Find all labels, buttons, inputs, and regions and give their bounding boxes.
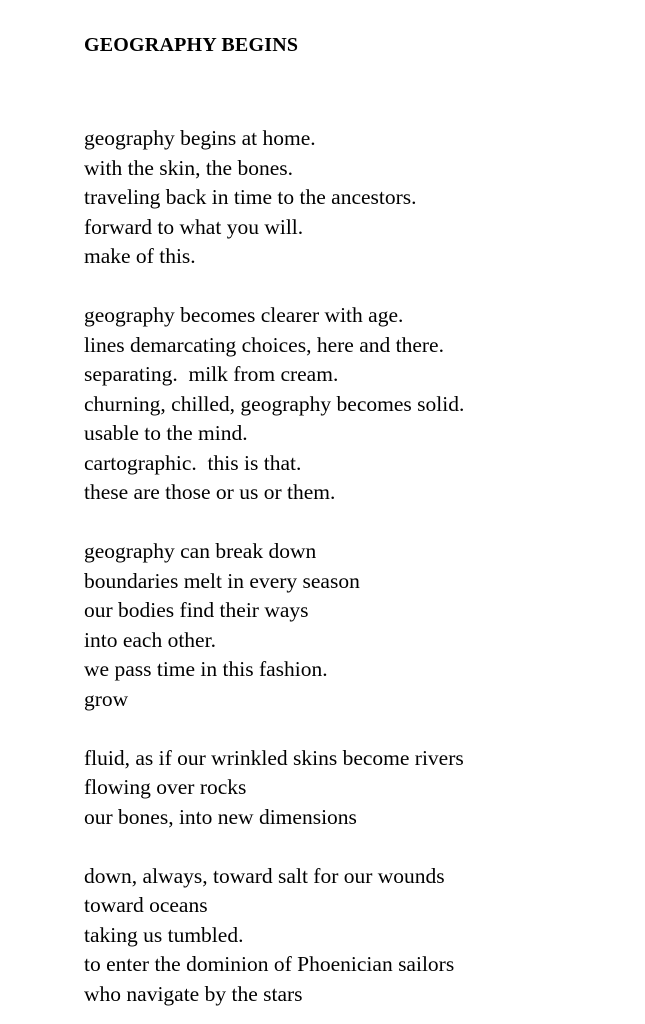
- stanza-2: [84, 301, 624, 508]
- stanza-4: [84, 744, 624, 833]
- poem-line: flowing over rocks: [84, 775, 247, 799]
- poem-line: toward oceans: [84, 893, 208, 917]
- poem-line: geography can break down: [84, 539, 317, 563]
- poem-line: to enter the dominion of Phoenician sailors: [84, 952, 455, 976]
- poem-line: our bodies find their ways: [84, 598, 309, 622]
- poem-line: forward to what you will.: [84, 214, 304, 239]
- poem-line: churning, chilled, geography becomes solid.: [84, 391, 465, 416]
- poem-line: boundaries melt in every season: [84, 568, 360, 593]
- poem-line: into each other.: [84, 627, 216, 652]
- poem-line: geography becomes clearer with age.: [84, 303, 404, 327]
- poem-line: grow: [84, 686, 129, 711]
- poem-line: who navigate by the stars: [84, 981, 303, 1006]
- poem-line: make of this.: [84, 244, 196, 268]
- poem-line: cartographic. this is that.: [84, 450, 302, 475]
- poem-line: geography begins at home.: [84, 126, 316, 150]
- poem-body: [84, 124, 624, 1009]
- poem-line: fluid, as if our wrinkled skins become rivers: [84, 745, 464, 770]
- stanza-5: [84, 862, 624, 1010]
- poem-line: our bones, into new dimensions: [84, 804, 357, 829]
- poem-page: [84, 30, 624, 1009]
- poem-line: these are those or us or them.: [84, 480, 336, 504]
- stanza-1: [84, 124, 624, 272]
- poem-line: with the skin, the bones.: [84, 155, 294, 180]
- poem-line: we pass time in this fashion.: [84, 657, 328, 681]
- poem-line: traveling back in time to the ancestors.: [84, 185, 417, 209]
- poem-title: GEOGRAPHY BEGINS: [84, 34, 299, 56]
- poem-line: lines demarcating choices, here and there.: [84, 332, 444, 357]
- poem-line: taking us tumbled.: [84, 922, 244, 947]
- poem-line: separating. milk from cream.: [84, 362, 339, 386]
- poem-line: down, always, toward salt for our wounds: [84, 863, 445, 888]
- poem-line: usable to the mind.: [84, 421, 248, 445]
- stanza-3: [84, 537, 624, 714]
